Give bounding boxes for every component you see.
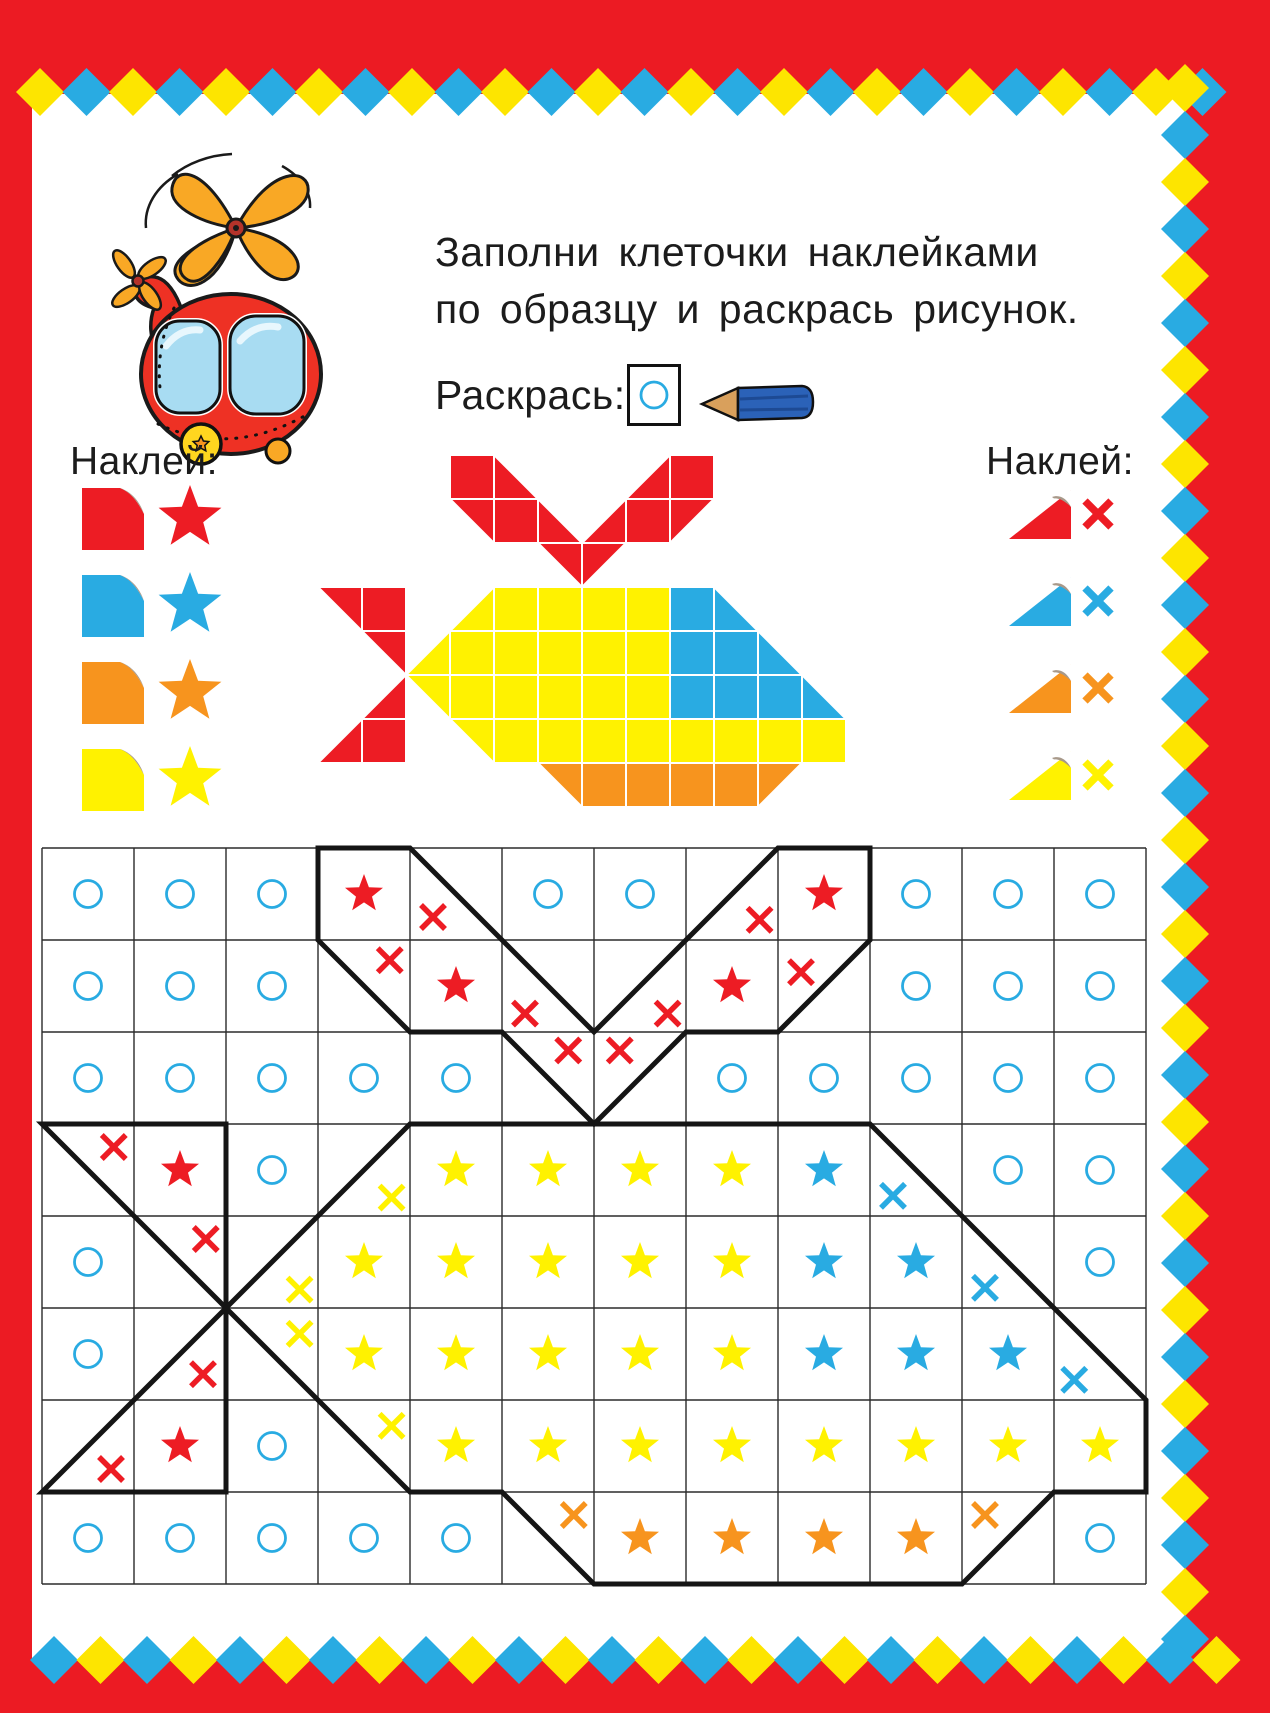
sample-cell	[802, 719, 846, 763]
sample-cell	[758, 631, 802, 675]
helicopter-illustration	[86, 136, 338, 468]
sample-cell	[582, 543, 626, 587]
grid-cell-r8-c5[interactable]	[410, 1492, 502, 1584]
cross-symbol	[1085, 675, 1111, 701]
cross-symbol	[1085, 762, 1111, 788]
sample-cell	[582, 719, 626, 763]
sample-cell	[450, 631, 494, 675]
grid-cell-r5-c1[interactable]	[42, 1216, 134, 1308]
sample-cell	[802, 675, 846, 719]
stickers-left	[82, 487, 225, 810]
grid-cell-r2-c12[interactable]	[1054, 940, 1146, 1032]
instruction-line-1: Заполни клеточки наклейками	[435, 229, 1039, 275]
sticker-row-yellow	[1008, 749, 1116, 801]
sample-cell	[582, 675, 626, 719]
sample-cell	[494, 587, 538, 631]
grid-cell-r8-c1[interactable]	[42, 1492, 134, 1584]
sample-cell	[714, 631, 758, 675]
grid-cell-r2-c10[interactable]	[870, 940, 962, 1032]
cross-icon-yellow	[1080, 757, 1116, 793]
sample-cell	[538, 499, 582, 543]
sticker-square-blue[interactable]	[82, 573, 146, 637]
sample-cell	[670, 763, 714, 807]
grid-cell-r8-c2[interactable]	[134, 1492, 226, 1584]
grid-cell-r3-c4[interactable]	[318, 1032, 410, 1124]
grid-cell-r8-c4[interactable]	[318, 1492, 410, 1584]
sticker-triangle-blue[interactable]	[1008, 574, 1072, 628]
stick-label-right: Наклей:	[986, 440, 1134, 483]
grid-cell-r3-c12[interactable]	[1054, 1032, 1146, 1124]
sample-cell	[714, 675, 758, 719]
sample-cell	[714, 719, 758, 763]
sample-cell	[318, 587, 362, 631]
grid-cell-r3-c1[interactable]	[42, 1032, 134, 1124]
grid-cell-r3-c9[interactable]	[778, 1032, 870, 1124]
sticker-triangle-yellow[interactable]	[1008, 748, 1072, 802]
grid-cell-r3-c2[interactable]	[134, 1032, 226, 1124]
sample-cell	[758, 763, 802, 807]
sticker-triangle-red[interactable]	[1008, 487, 1072, 541]
instruction-line-2: по образцу и раскрась рисунок.	[435, 286, 1079, 332]
sample-cell	[626, 455, 670, 499]
sticker-row-red	[82, 487, 225, 549]
sample-cell	[538, 587, 582, 631]
sample-cell	[670, 719, 714, 763]
wheel-right	[266, 439, 290, 463]
sample-cell	[714, 763, 758, 807]
color-legend-label: Раскрась:	[435, 372, 626, 418]
stickers-right	[1008, 488, 1116, 801]
grid-cell-r1-c1[interactable]	[42, 848, 134, 940]
grid-cell-r3-c11[interactable]	[962, 1032, 1054, 1124]
grid-cell-r1-c2[interactable]	[134, 848, 226, 940]
task-grid	[42, 848, 1146, 1584]
sticker-row-red	[1008, 488, 1116, 540]
sample-cell	[670, 631, 714, 675]
grid-cell-r3-c5[interactable]	[410, 1032, 502, 1124]
sample-cell	[538, 763, 582, 807]
grid-cell-r2-c2[interactable]	[134, 940, 226, 1032]
grid-cell-r3-c10[interactable]	[870, 1032, 962, 1124]
star-icon-blue	[155, 570, 225, 640]
sample-cell	[582, 763, 626, 807]
sticker-row-orange	[1008, 662, 1116, 714]
sample-cell	[494, 675, 538, 719]
sticker-row-blue	[82, 574, 225, 636]
sample-cell	[450, 587, 494, 631]
grid-cell-r8-c3[interactable]	[226, 1492, 318, 1584]
sample-picture	[318, 455, 846, 807]
sample-cell	[758, 675, 802, 719]
sticker-triangle-orange[interactable]	[1008, 661, 1072, 715]
grid-cell-r2-c11[interactable]	[962, 940, 1054, 1032]
star-icon-orange	[155, 657, 225, 727]
sample-cell	[538, 543, 582, 587]
sample-cell	[758, 719, 802, 763]
sample-cell	[450, 499, 494, 543]
sample-cell	[450, 675, 494, 719]
grid-cell-r1-c3[interactable]	[226, 848, 318, 940]
grid-cell-r6-c1[interactable]	[42, 1308, 134, 1400]
sample-cell	[582, 499, 626, 543]
sample-cell	[362, 675, 406, 719]
sample-cell	[626, 675, 670, 719]
cross-icon-orange	[1080, 670, 1116, 706]
sample-cell	[318, 719, 362, 763]
cross-icon-blue	[1080, 583, 1116, 619]
grid-cell-r7-c3[interactable]	[226, 1400, 318, 1492]
grid-cell-r1-c11[interactable]	[962, 848, 1054, 940]
sample-cell	[626, 587, 670, 631]
grid-cell-r2-c3[interactable]	[226, 940, 318, 1032]
sample-cell	[450, 455, 494, 499]
sample-cell	[670, 587, 714, 631]
sample-cell	[670, 455, 714, 499]
circle-symbol-legend	[634, 375, 674, 415]
sample-cell	[538, 631, 582, 675]
grid-cell-r3-c8[interactable]	[686, 1032, 778, 1124]
star-icon-red	[155, 483, 225, 553]
grid-cell-r1-c6[interactable]	[502, 848, 594, 940]
sample-cell	[362, 587, 406, 631]
sample-cell	[538, 719, 582, 763]
sticker-row-orange	[82, 661, 225, 723]
sample-cell	[494, 499, 538, 543]
grid-cell-r4-c3[interactable]	[226, 1124, 318, 1216]
sample-cell	[670, 499, 714, 543]
cockpit-windows	[156, 316, 304, 414]
sample-cell	[406, 631, 450, 675]
sticker-row-yellow	[82, 748, 225, 810]
sample-cell	[362, 631, 406, 675]
grid-cell-r8-c12[interactable]	[1054, 1492, 1146, 1584]
sticker-square-yellow[interactable]	[82, 747, 146, 811]
grid-cell-r1-c7[interactable]	[594, 848, 686, 940]
sample-cell	[582, 587, 626, 631]
sample-cell	[626, 499, 670, 543]
instruction-text	[435, 224, 1079, 338]
grid-cell-r4-c12[interactable]	[1054, 1124, 1146, 1216]
cross-symbol	[1085, 588, 1111, 614]
sample-cell	[582, 631, 626, 675]
sticker-square-red[interactable]	[82, 486, 146, 550]
grid-cell-r5-c12[interactable]	[1054, 1216, 1146, 1308]
grid-cell-r1-c10[interactable]	[870, 848, 962, 940]
cross-icon-red	[1080, 496, 1116, 532]
sample-cell	[494, 455, 538, 499]
stick-label-left: Наклей:	[70, 440, 218, 483]
pencil-icon	[698, 380, 820, 426]
sample-cell	[626, 719, 670, 763]
grid-cell-r1-c12[interactable]	[1054, 848, 1146, 940]
sticker-square-orange[interactable]	[82, 660, 146, 724]
sample-cell	[626, 631, 670, 675]
sample-cell	[362, 719, 406, 763]
sample-cell	[538, 675, 582, 719]
sample-cell	[450, 719, 494, 763]
color-legend-box	[627, 364, 681, 426]
sample-cell	[406, 675, 450, 719]
sample-cell	[626, 763, 670, 807]
sample-cell	[714, 587, 758, 631]
grid-cell-r3-c3[interactable]	[226, 1032, 318, 1124]
grid-cell-r2-c1[interactable]	[42, 940, 134, 1032]
cross-symbol	[1085, 501, 1111, 527]
star-icon-yellow	[155, 744, 225, 814]
sample-cell	[670, 675, 714, 719]
grid-cell-r4-c11[interactable]	[962, 1124, 1054, 1216]
sample-cell	[494, 631, 538, 675]
sticker-row-blue	[1008, 575, 1116, 627]
sample-cell	[494, 719, 538, 763]
